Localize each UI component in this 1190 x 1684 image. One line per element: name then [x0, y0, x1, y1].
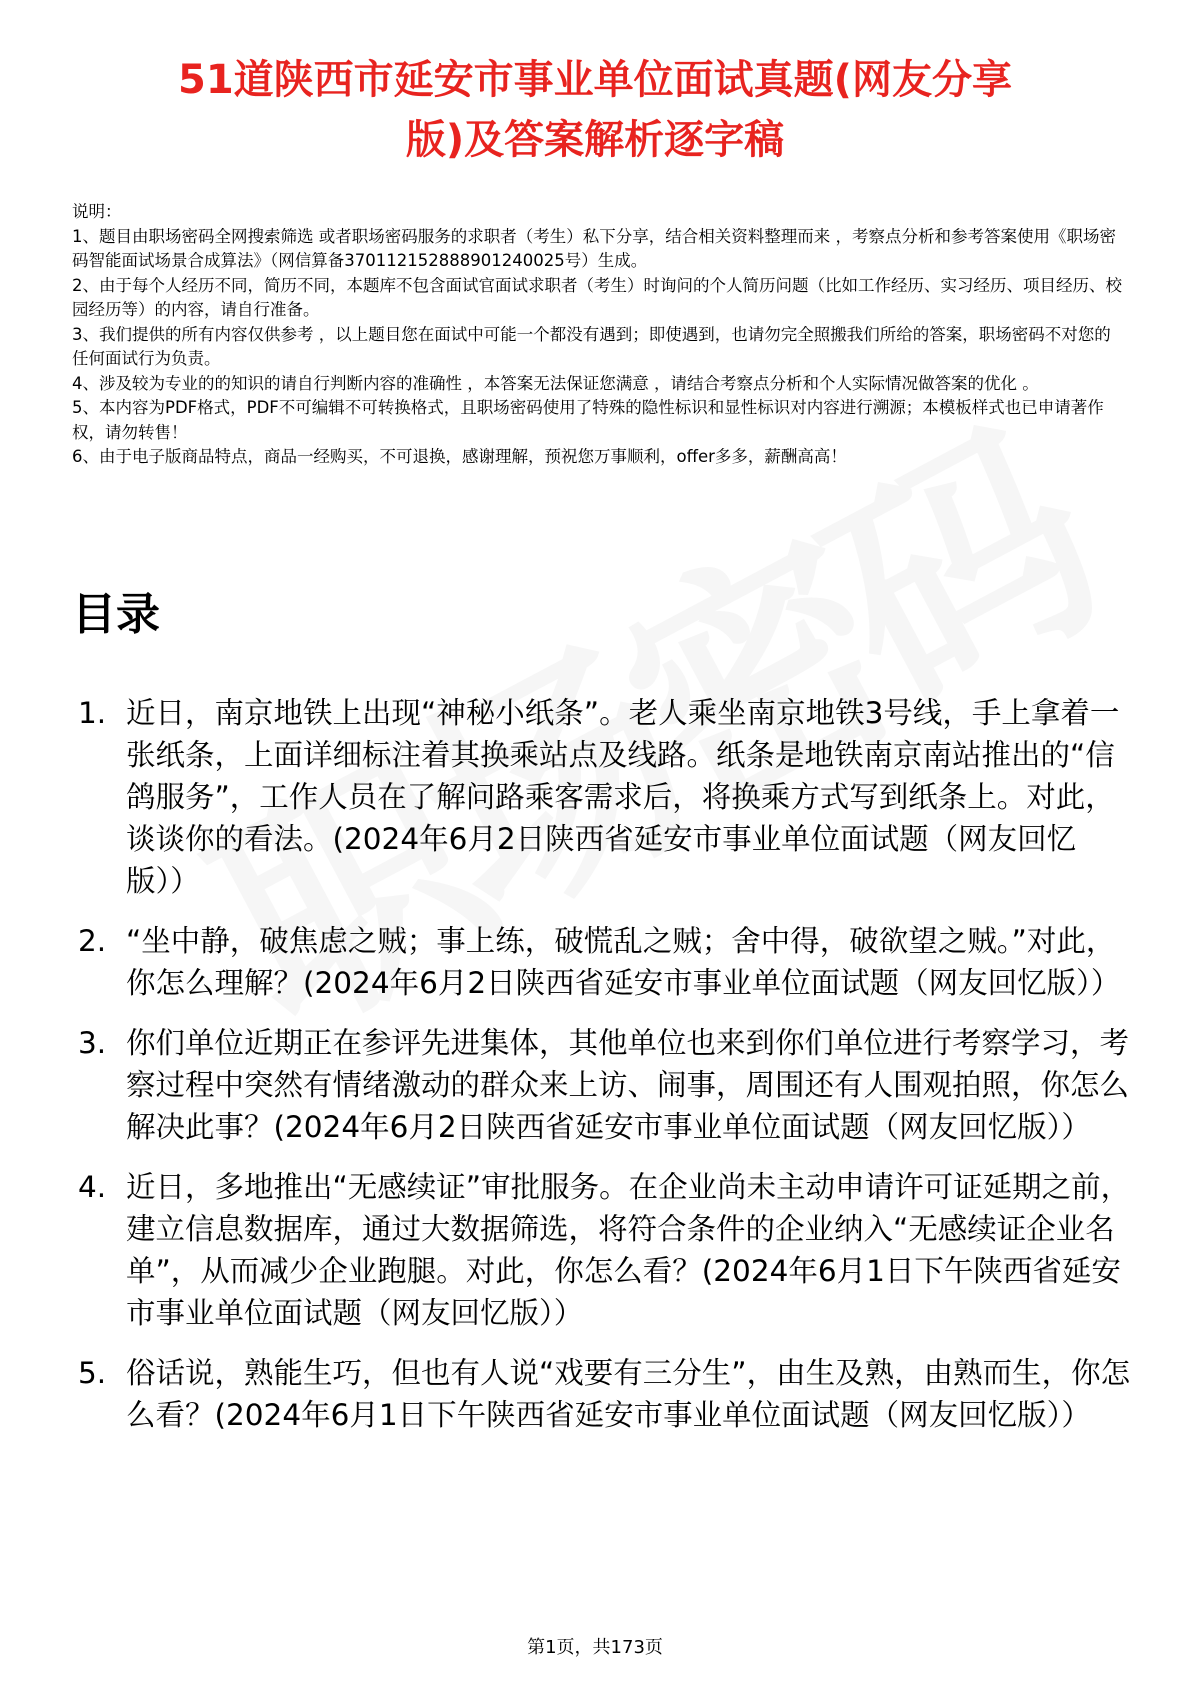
toc-item-text: 你们单位近期正在参评先进集体，其他单位也来到你们单位进行考察学习，考察过程中突然有情绪激动的群众来上访、闹事，周围还有人围观拍照，你怎么解决此事？(2024年6月2日陕西省延安市事业单位面试题（网友回忆版））	[126, 1026, 1130, 1144]
document-title-line2: 版)及答案解析逐字稿	[405, 117, 785, 163]
toc-item-2[interactable]	[72, 920, 1132, 1004]
toc-item-5[interactable]	[72, 1352, 1132, 1436]
toc-item-text: 近日，南京地铁上出现“神秘小纸条”。老人乘坐南京地铁3号线，手上拿着一张纸条，上面详细标注着其换乘站点及线路。纸条是地铁南京南站推出的“信鸽服务”，工作人员在了解问路乘客需求后，将换乘方式写到纸条上。对此，谈谈你的看法。(2024年6月2日陕西省延安市事业单位面试题（网友回忆版））	[126, 696, 1120, 898]
note-item-2: 2、由于每个人经历不同，简历不同，本题库不包含面试官面试求职者（考生）时询问的个人简历问题（比如工作经历、实习经历、项目经历、校园经历等）的内容，请自行准备。	[72, 275, 1122, 319]
note-item-5: 5、本内容为PDF格式，PDF不可编辑不可转换格式，且职场密码使用了特殊的隐性标识和显性标识对内容进行溯源；本模板样式也已申请著作权，请勿转售！	[72, 398, 1104, 442]
note-item-6: 6、由于电子版商品特点，商品一经购买，不可退换，感谢理解，预祝您万事顺利，offer多多，薪酬高高！	[72, 447, 847, 466]
toc-item-number: 1.	[78, 696, 107, 730]
note-item-3: 3、我们提供的所有内容仅供参考 ，以上题目您在面试中可能一个都没有遇到；即使遇到，也请勿完全照搬我们所给的答案，职场密码不对您的任何面试行为负责。	[72, 324, 1111, 368]
toc-item-number: 2.	[78, 924, 107, 958]
toc-item-text: 近日，多地推出“无感续证”审批服务。在企业尚未主动申请许可证延期之前，建立信息数据库，通过大数据筛选，将符合条件的企业纳入“无感续证企业名单”，从而减少企业跑腿。对此，你怎么看？(2024年6月1日下午陕西省延安市事业单位面试题（网友回忆版））	[126, 1170, 1131, 1330]
notes-section	[72, 200, 1127, 470]
note-item-4: 4、涉及较为专业的的知识的请自行判断内容的准确性 ，本答案无法保证您满意 ，请结合考察点分析和个人实际情况做答案的优化 。	[72, 373, 1039, 393]
toc-item-number: 3.	[78, 1026, 107, 1060]
notes-heading: 说明：	[72, 202, 122, 221]
toc-list	[72, 692, 1132, 1454]
page-footer: 第1页，共173页	[527, 1637, 663, 1658]
toc-item-text: “坐中静，破焦虑之贼；事上练，破慌乱之贼；舍中得，破欲望之贼。”对此，你怎么理解？(2024年6月2日陕西省延安市事业单位面试题（网友回忆版））	[126, 924, 1121, 1000]
note-item-1: 1、题目由职场密码全网搜索筛选 或者职场密码服务的求职者（考生）私下分享，结合相关资料整理而来 ，考察点分析和参考答案使用《职场密码智能面试场景合成算法》（网信算备370112152888901240025号）生成。	[72, 226, 1116, 270]
toc-item-3[interactable]	[72, 1022, 1132, 1148]
toc-item-1[interactable]	[72, 692, 1132, 902]
toc-heading: 目录	[72, 589, 160, 640]
toc-item-number: 4.	[78, 1170, 107, 1204]
toc-item-number: 5.	[78, 1356, 107, 1390]
toc-item-text: 俗话说，熟能生巧，但也有人说“戏要有三分生”，由生及熟，由熟而生，你怎么看？(2024年6月1日下午陕西省延安市事业单位面试题（网友回忆版））	[126, 1356, 1131, 1432]
toc-item-4[interactable]	[72, 1166, 1132, 1334]
document-title-line1: 51道陕西市延安市事业单位面试真题(网友分享	[178, 57, 1012, 103]
document-title	[60, 50, 1130, 170]
